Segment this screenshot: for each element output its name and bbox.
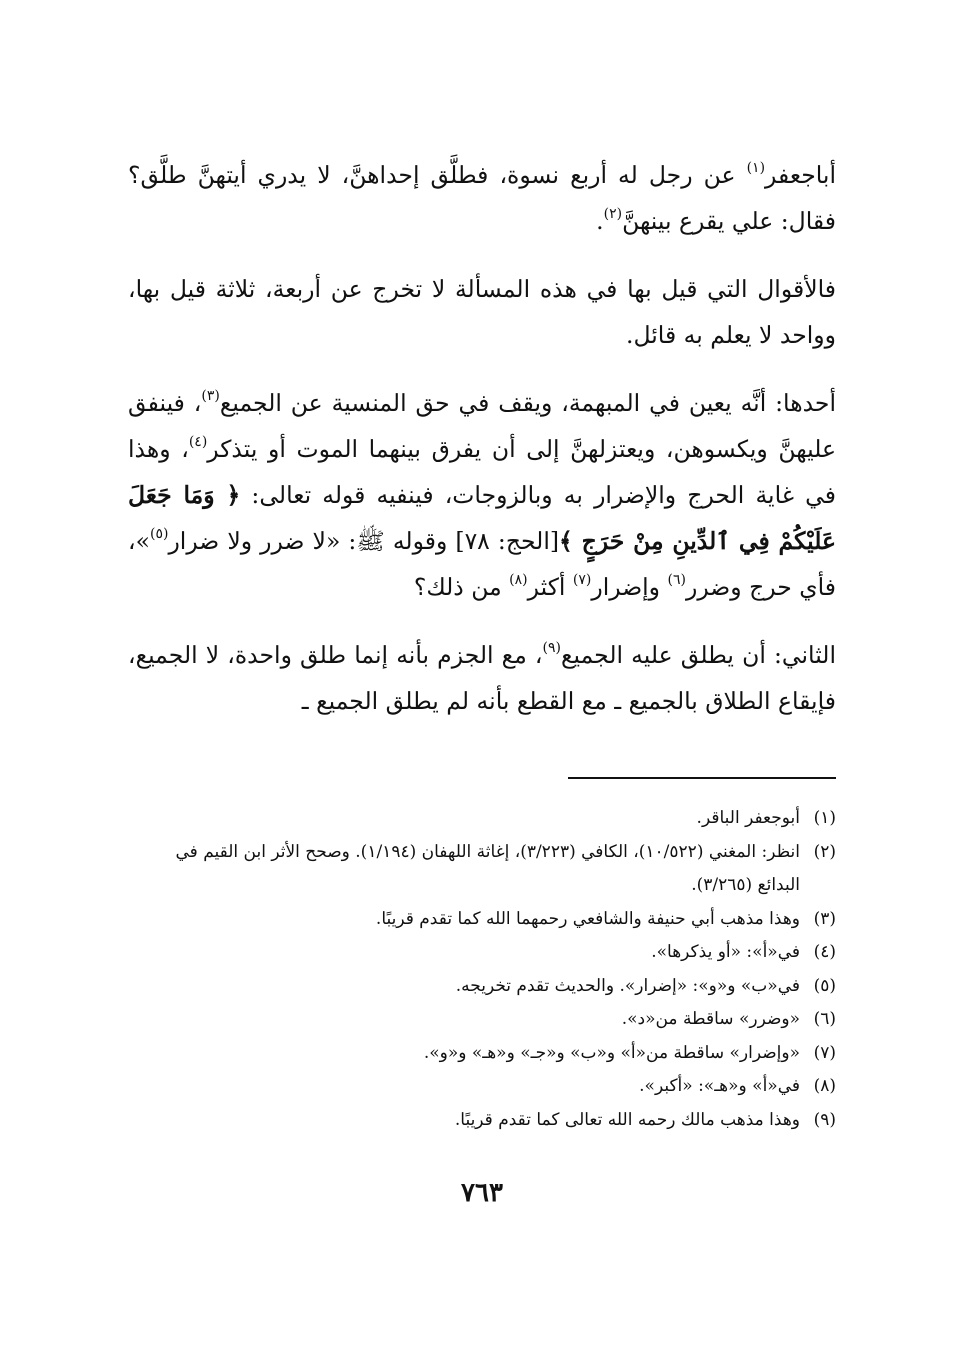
footnote-divider [568,777,836,779]
main-text [128,152,836,724]
footnote-item [128,936,836,970]
footnote-text: أبوجعفر الباقر. [696,808,800,828]
footnote-text: انظر: المغني (١٠/٥٢٢)، الكافي (٣/٢٢٣)، إغاثة اللهفان (١/١٩٤). وصحح الأثر ابن القيم في البدائع (٣/٢٦٥). [175,841,800,895]
footnote-item [128,1070,836,1104]
footnote-item [128,1104,836,1138]
footnote-marker: (٨) [509,572,528,589]
text-run: الثاني: أن يطلق عليه الجميع [560,641,836,669]
text-run: وإضرار [591,573,668,601]
text-run: من ذلك؟ [413,573,510,601]
footnote-number: (٢) [813,841,836,862]
footnotes [128,802,836,1137]
paragraph [128,632,836,724]
footnote-item [128,802,836,836]
text-run: أكثر [527,573,573,601]
footnote-text: وهذا مذهب مالك رحمه الله تعالى كما تقدم قريبًا. [454,1109,800,1130]
footnote-text: «وإضرار» ساقطة من«أ» و«ب» و«جـ» و«هـ» و«و». [423,1042,800,1063]
footnote-marker: (١) [746,160,766,177]
footnote-marker: (٥) [149,526,169,543]
text-run: ، وهذا في غاية الحرج والإضرار به وبالزوجات، فينفيه قوله تعالى: [128,435,837,509]
text-run: »، فأي حرج وضرر [128,527,836,601]
footnote-text: في«ب» و«و»: «إضرار». والحديث تقدم تخريجه. [455,975,800,996]
paragraph [128,380,836,610]
page-number: ٧٦٣ [461,1178,503,1208]
footnote-text: في«أ»: «أو يذكرها». [651,942,800,962]
footnote-item [128,970,836,1004]
text-run: عن رجل له أربع نسوة، فطلَّق إحداهنَّ، لا يدري أيتهنَّ طلَّق؟ فقال: علي يقرع بينهنَّ [128,161,836,235]
text-run: أحدها: أنَّه يعين في المبهمة، ويقف في حق المنسية عن الجميع [219,389,836,417]
quran-verse: ﴿ وَمَا جَعَلَ عَلَيْكُمْ فِي ٱلدِّينِ مِنْ حَرَجٍ ﴾ [128,481,836,555]
text-run: فالأقوال التي قيل بها في هذه المسألة لا تخرج عن أربعة، ثلاثة قيل بها، وواحد لا يعلم به قائل. [128,275,836,349]
footnote-number: (٥) [813,975,836,996]
footnote-text: وهذا مذهب أبي حنيفة والشافعي رحمهما الله كما تقدم قريبًا. [375,908,800,929]
footnote-number: (٣) [813,908,836,929]
text-run: ، فينفق عليهنَّ ويكسوهن، ويعتزلهنَّ إلى أن يفرق بينهما الموت أو يتذكر [128,389,836,463]
text-run: ، مع الجزم بأنه إنما طلق واحدة، لا الجميع، فإيقاع الطلاق بالجميع ـ مع القطع بأنه لم يطلق الجميع ـ [128,641,836,715]
footnote-marker: (٧) [572,572,592,589]
footnote-item [128,903,836,937]
footnote-number: (٤) [813,942,836,962]
text-run: . [596,207,604,235]
footnote-text: «وضرر» ساقطة من«د». [621,1009,800,1029]
footnote-marker: (٢) [603,206,623,223]
footnote-item [128,1003,836,1037]
footnote-marker: (٩) [542,640,561,657]
text-run: [الحج: ٧٨] وقوله ﷺ: «لا ضرر ولا ضرار [168,527,560,555]
footnote-text: في«أ» و«هـ»: «أكبر». [639,1076,800,1096]
footnote-marker: (٣) [201,388,220,405]
paragraph [128,152,836,244]
footnote-number: (٦) [813,1009,836,1029]
footnote-item [128,1037,836,1071]
footnote-number: (٩) [813,1109,836,1130]
text-run: أباجعفر [765,161,836,189]
paragraph [128,266,836,358]
footnote-marker: (٤) [188,434,208,451]
footnote-marker: (٦) [667,572,686,589]
footnote-number: (١) [813,808,836,828]
footnote-item [128,836,836,903]
footnote-number: (٧) [813,1042,836,1063]
footnote-number: (٨) [813,1076,836,1096]
